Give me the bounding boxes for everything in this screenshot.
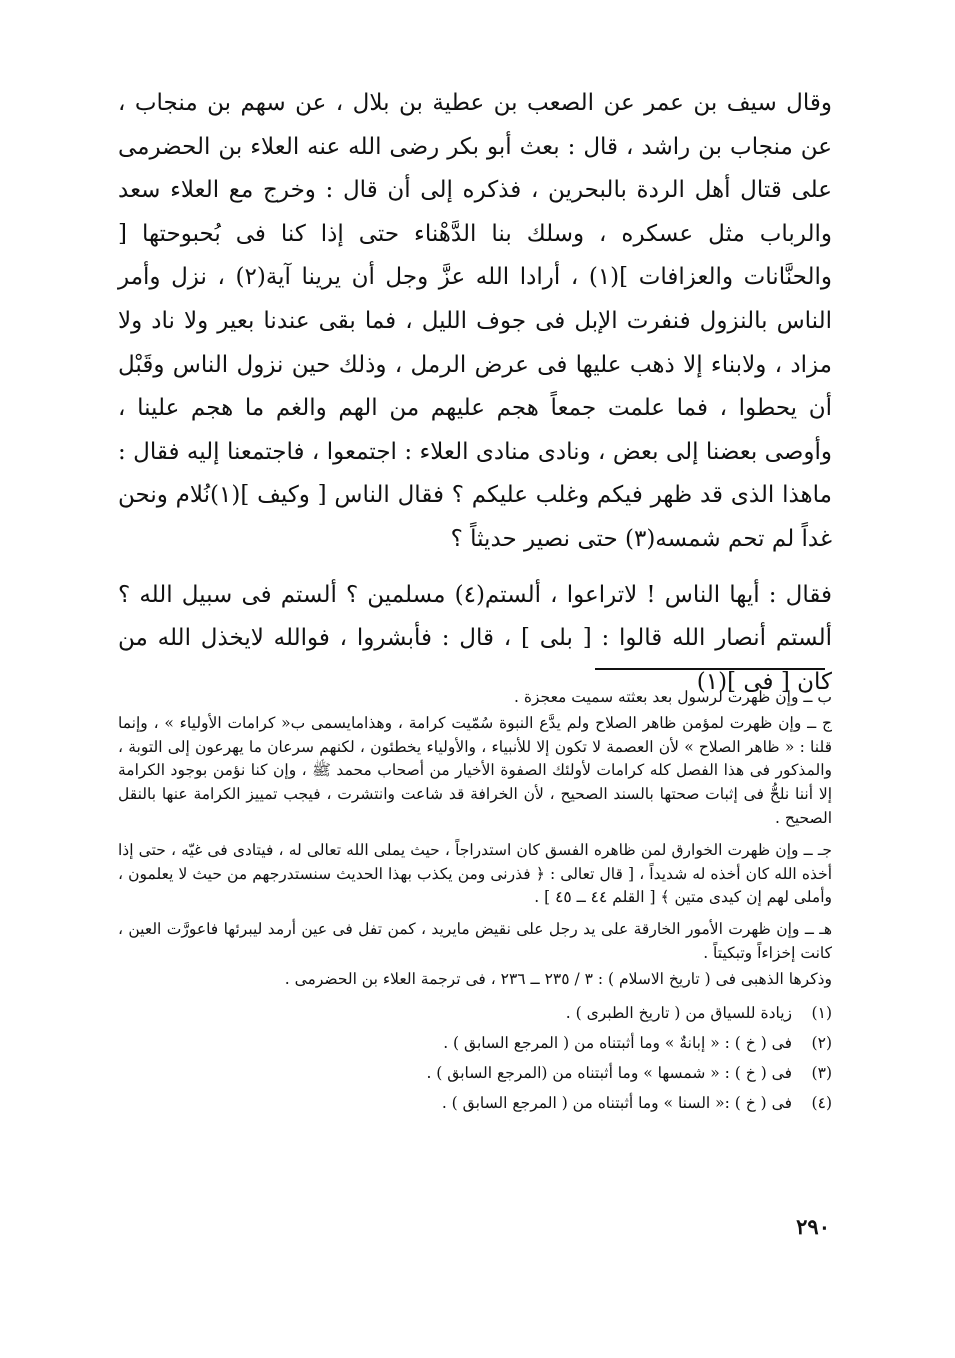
- page-number: ٢٩٠: [796, 1214, 830, 1239]
- footnotes: [118, 686, 832, 1118]
- numbered-footnote: [118, 1058, 832, 1088]
- main-text: [118, 82, 832, 704]
- footnote-number: (١): [811, 1003, 832, 1022]
- footnote-text: فى ( خ ) : « إبانةٌ » وما أثبتناه من ( المرجع السابق ) .: [443, 1033, 792, 1052]
- footnote-block: وذكرها الذهبى فى ( تاريخ الاسلام ) : ٣ / ٢٣٥ ــ ٢٣٦ ، فى ترجمة العلاء بن الحضرمى .: [284, 969, 832, 988]
- numbered-footnote: [118, 1088, 832, 1118]
- footnote-divider: [595, 668, 825, 670]
- main-paragraph: وقال سيف بن عمر عن الصعب بن عطية بن بلال ، عن سهم بن منجاب ، عن منجاب بن راشد ، قال : بعث أبو بكر رضى الله عنه العلاء بن الحضرمى على قتال أهل الردة بالبحرين ، فذكره إلى أن قال : وخرج مع العلاء سعد والرباب مثل عسكره ، وسلك بنا الدَّهْناء حتى إذا كنا فى بُحبوحتها [ والحنَّانات والعزافات ](١) ، أرادا الله عزَّ وجل أن يرينا آية(٢) ، نزل وأمر الناس بالنزول فنفرت الإبل فى جوف الليل ، فما بقى عندنا بعير ولا ناد ولا مزاد ، ولابناء إلا ذهب عليها فى عرض الرمل ، وذلك حين نزول الناس وقَبْل أن يحطوا ، فما علمت جمعاً هجم عليهم من الهم والغم ما هجم علينا ، وأوصى بعضنا إلى بعض ، ونادى منادى العلاء : اجتمعوا ، فاجتمعنا إليه فقال : ماهذا الذى قد ظهر فيكم وغلب عليكم ؟ فقال الناس [ وكيف ](١)نُلام ونحن غداً لم تحم شمسه(٣) حتى نصير حديثاً ؟: [118, 90, 832, 552]
- footnote-number: (٤): [811, 1093, 832, 1112]
- footnote-number: (٢): [811, 1033, 832, 1052]
- footnote-block: ب ــ وإن ظهرت لرسول بعد بعثته سميت معجزة .: [514, 688, 832, 706]
- numbered-footnotes: [118, 998, 832, 1118]
- numbered-footnote: [118, 998, 832, 1028]
- main-paragraph: فقال : أيها الناس ! لاتراعوا ، ألستم(٤) مسلمين ؟ ألستم فى سبيل الله ؟ ألستم أنصار الله قالوا : [ بلى ] ، قال : فأبشروا ، فوالله لايخذل الله من كان [ فى ](١): [118, 581, 832, 695]
- footnote-text: زيادة للسياق من ( تاريخ الطبرى ) .: [565, 1003, 792, 1022]
- footnote-block: هـ ــ وإن ظهرت الأمور الخارقة على يد رجل على نقيض مايريد ، كمن تفل فى عين أرمد ليبرئها فاعورَّت العين ، كانت إخزاءاً وتبكيتاً .: [118, 920, 832, 962]
- footnote-text: فى ( خ ) : « شمسها » وما أثبتناه من (المرجع السابق ) .: [426, 1063, 792, 1082]
- footnote-block: ج ــ وإن ظهرت لمؤمن ظاهر الصلاح ولم يدَّع النبوة سُمّيت كرامة ، وهذامايسمى ب« كرامات الأولياء » ، وإنما قلنا : « ظاهر الصلاح » لأن العصمة لا تكون إلا للأنبياء ، والأولياء يخطئون ، لكنهم سرعان ما يهرعون إلى التوبة ، والمذكور فى هذا الفصل كله كرامات لأولئك الصفوة الأخيار من أصحاب محمد ﷺ ، وإن كنا نؤمن بوجود الكرامة إلا أننا نلحُّ فى إثبات صحتها بالسند الصحيح ، لأن الخرافة قد شاعت وانتشرت ، فيجب تمييز الكرامة عنها بالنقل الصحيح .: [118, 713, 832, 827]
- footnote-number: (٣): [811, 1063, 832, 1082]
- numbered-footnote: [118, 1028, 832, 1058]
- footnote-block: جـ ــ وإن ظهرت الخوارق لمن ظاهره الفسق كان استدراجاً ، حيث يملى الله تعالى له ، فيتادى فى غيّه ، حتى إذا أخذه الله كان أخذه له شديداً ، [ قال تعالى : ﴿ فذرنى ومن يكذب بهذا الحديث سنستدرجهم من حيث لا يعلمون ، وأملى لهم إن كيدى متين ﴾ [ القلم ٤٤ ــ ٤٥ ] .: [118, 840, 832, 907]
- footnote-text: فى ( خ ) :« السنا » وما أثبتناه من ( المرجع السابق ) .: [441, 1093, 792, 1112]
